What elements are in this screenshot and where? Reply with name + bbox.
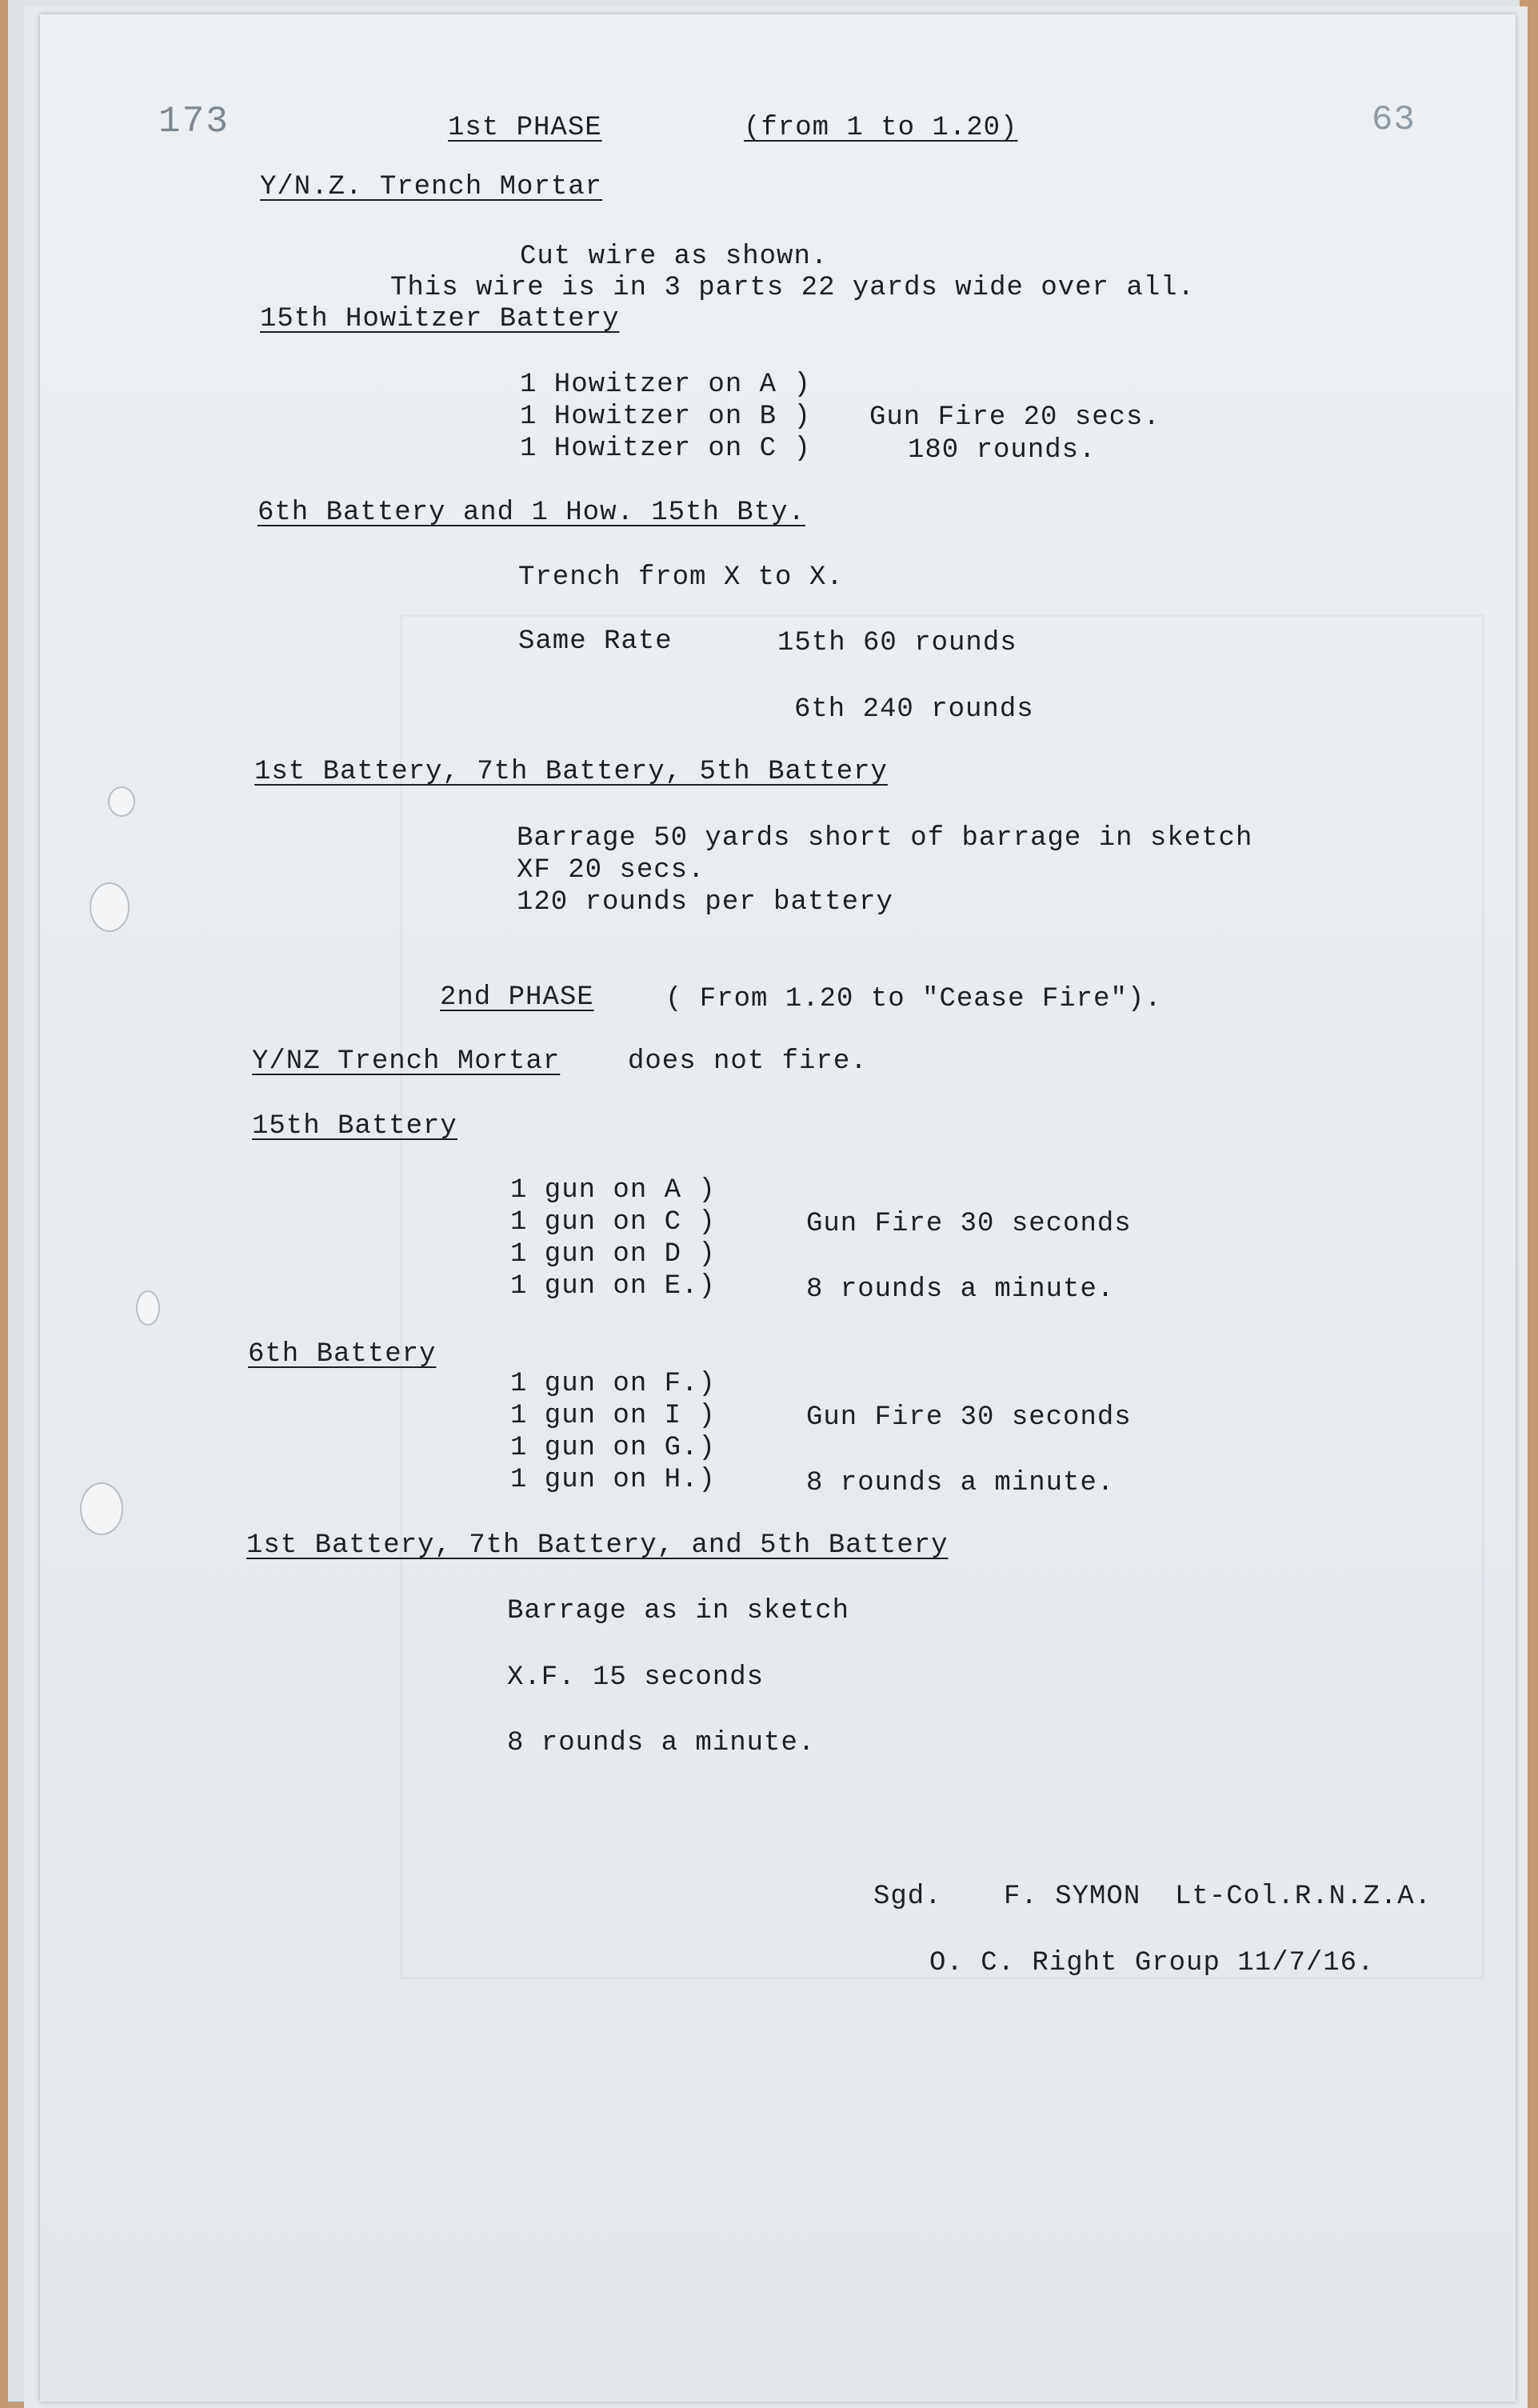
text-line: This wire is in 3 parts 22 yards wide over all.	[390, 273, 1195, 303]
fire-instruction: Gun Fire 30 seconds	[806, 1209, 1132, 1239]
rate: Same Rate	[518, 626, 673, 657]
signature-sgd: Sgd.	[873, 1882, 942, 1912]
barrage-batteries-heading: 1st Battery, 7th Battery, 5th Battery	[254, 757, 888, 787]
punch-hole	[108, 786, 135, 817]
punch-hole	[136, 1290, 160, 1326]
gun-line: 1 gun on E.)	[510, 1271, 716, 1302]
trench-mortar-heading: Y/NZ Trench Mortar	[252, 1046, 561, 1077]
text-line: 120 rounds per battery	[517, 887, 893, 918]
sixth-battery-heading: 6th Battery and 1 How. 15th Bty.	[258, 498, 805, 528]
fire-instruction: Gun Fire 20 secs.	[869, 402, 1160, 433]
phase2-range: ( From 1.20 to "Cease Fire").	[665, 984, 1162, 1014]
gun-line: 1 gun on H.)	[510, 1465, 716, 1495]
page-number: 63	[1372, 100, 1416, 140]
signature-group: O. C. Right Group 11/7/16.	[929, 1948, 1375, 1978]
gun-line: 1 gun on F.)	[510, 1369, 716, 1399]
gun-line: 1 Howitzer on B )	[520, 402, 811, 432]
gun-line: 1 gun on A )	[510, 1175, 716, 1206]
rate: 8 rounds a minute.	[806, 1468, 1115, 1498]
phase1-title: 1st PHASE	[448, 113, 602, 143]
gun-line: 1 gun on I )	[510, 1401, 716, 1431]
signature-name: F. SYMON Lt-Col.R.N.Z.A.	[1004, 1882, 1432, 1912]
gun-line: 1 gun on C )	[510, 1207, 716, 1238]
rounds-6th: 6th 240 rounds	[794, 694, 1034, 725]
gun-line: 1 Howitzer on C )	[520, 434, 811, 464]
gun-line: 1 gun on D )	[510, 1239, 716, 1270]
folio-number: 173	[158, 101, 230, 142]
gun-line: 1 gun on G.)	[510, 1433, 716, 1463]
fire-instruction: Gun Fire 30 seconds	[806, 1402, 1132, 1433]
phase2-title: 2nd PHASE	[440, 982, 594, 1013]
barrage-batteries-heading: 1st Battery, 7th Battery, and 5th Battery	[246, 1530, 949, 1561]
text-line: Cut wire as shown.	[520, 242, 829, 272]
howitzer-battery-heading: 15th Howitzer Battery	[260, 304, 620, 334]
punch-hole	[90, 882, 130, 932]
trench-mortar-heading: Y/N.Z. Trench Mortar	[260, 172, 603, 202]
trench-mortar-note: does not fire.	[628, 1046, 868, 1077]
sixth-battery-heading: 6th Battery	[248, 1339, 437, 1370]
rate: 8 rounds a minute.	[806, 1274, 1115, 1305]
text-line: 8 rounds a minute.	[507, 1728, 816, 1758]
text-line: Barrage as in sketch	[507, 1596, 850, 1626]
fifteenth-battery-heading: 15th Battery	[252, 1111, 457, 1142]
rounds: 180 rounds.	[908, 435, 1097, 466]
trench-target: Trench from X to X.	[518, 562, 844, 593]
rounds-15th: 15th 60 rounds	[777, 628, 1017, 658]
punch-hole	[80, 1482, 123, 1535]
document-page	[40, 14, 1516, 2402]
gun-line: 1 Howitzer on A )	[520, 370, 811, 400]
text-line: Barrage 50 yards short of barrage in sketch	[517, 823, 1253, 854]
text-line: XF 20 secs.	[517, 855, 705, 886]
text-line: X.F. 15 seconds	[507, 1662, 765, 1693]
phase1-range: (from 1 to 1.20)	[744, 113, 1018, 143]
